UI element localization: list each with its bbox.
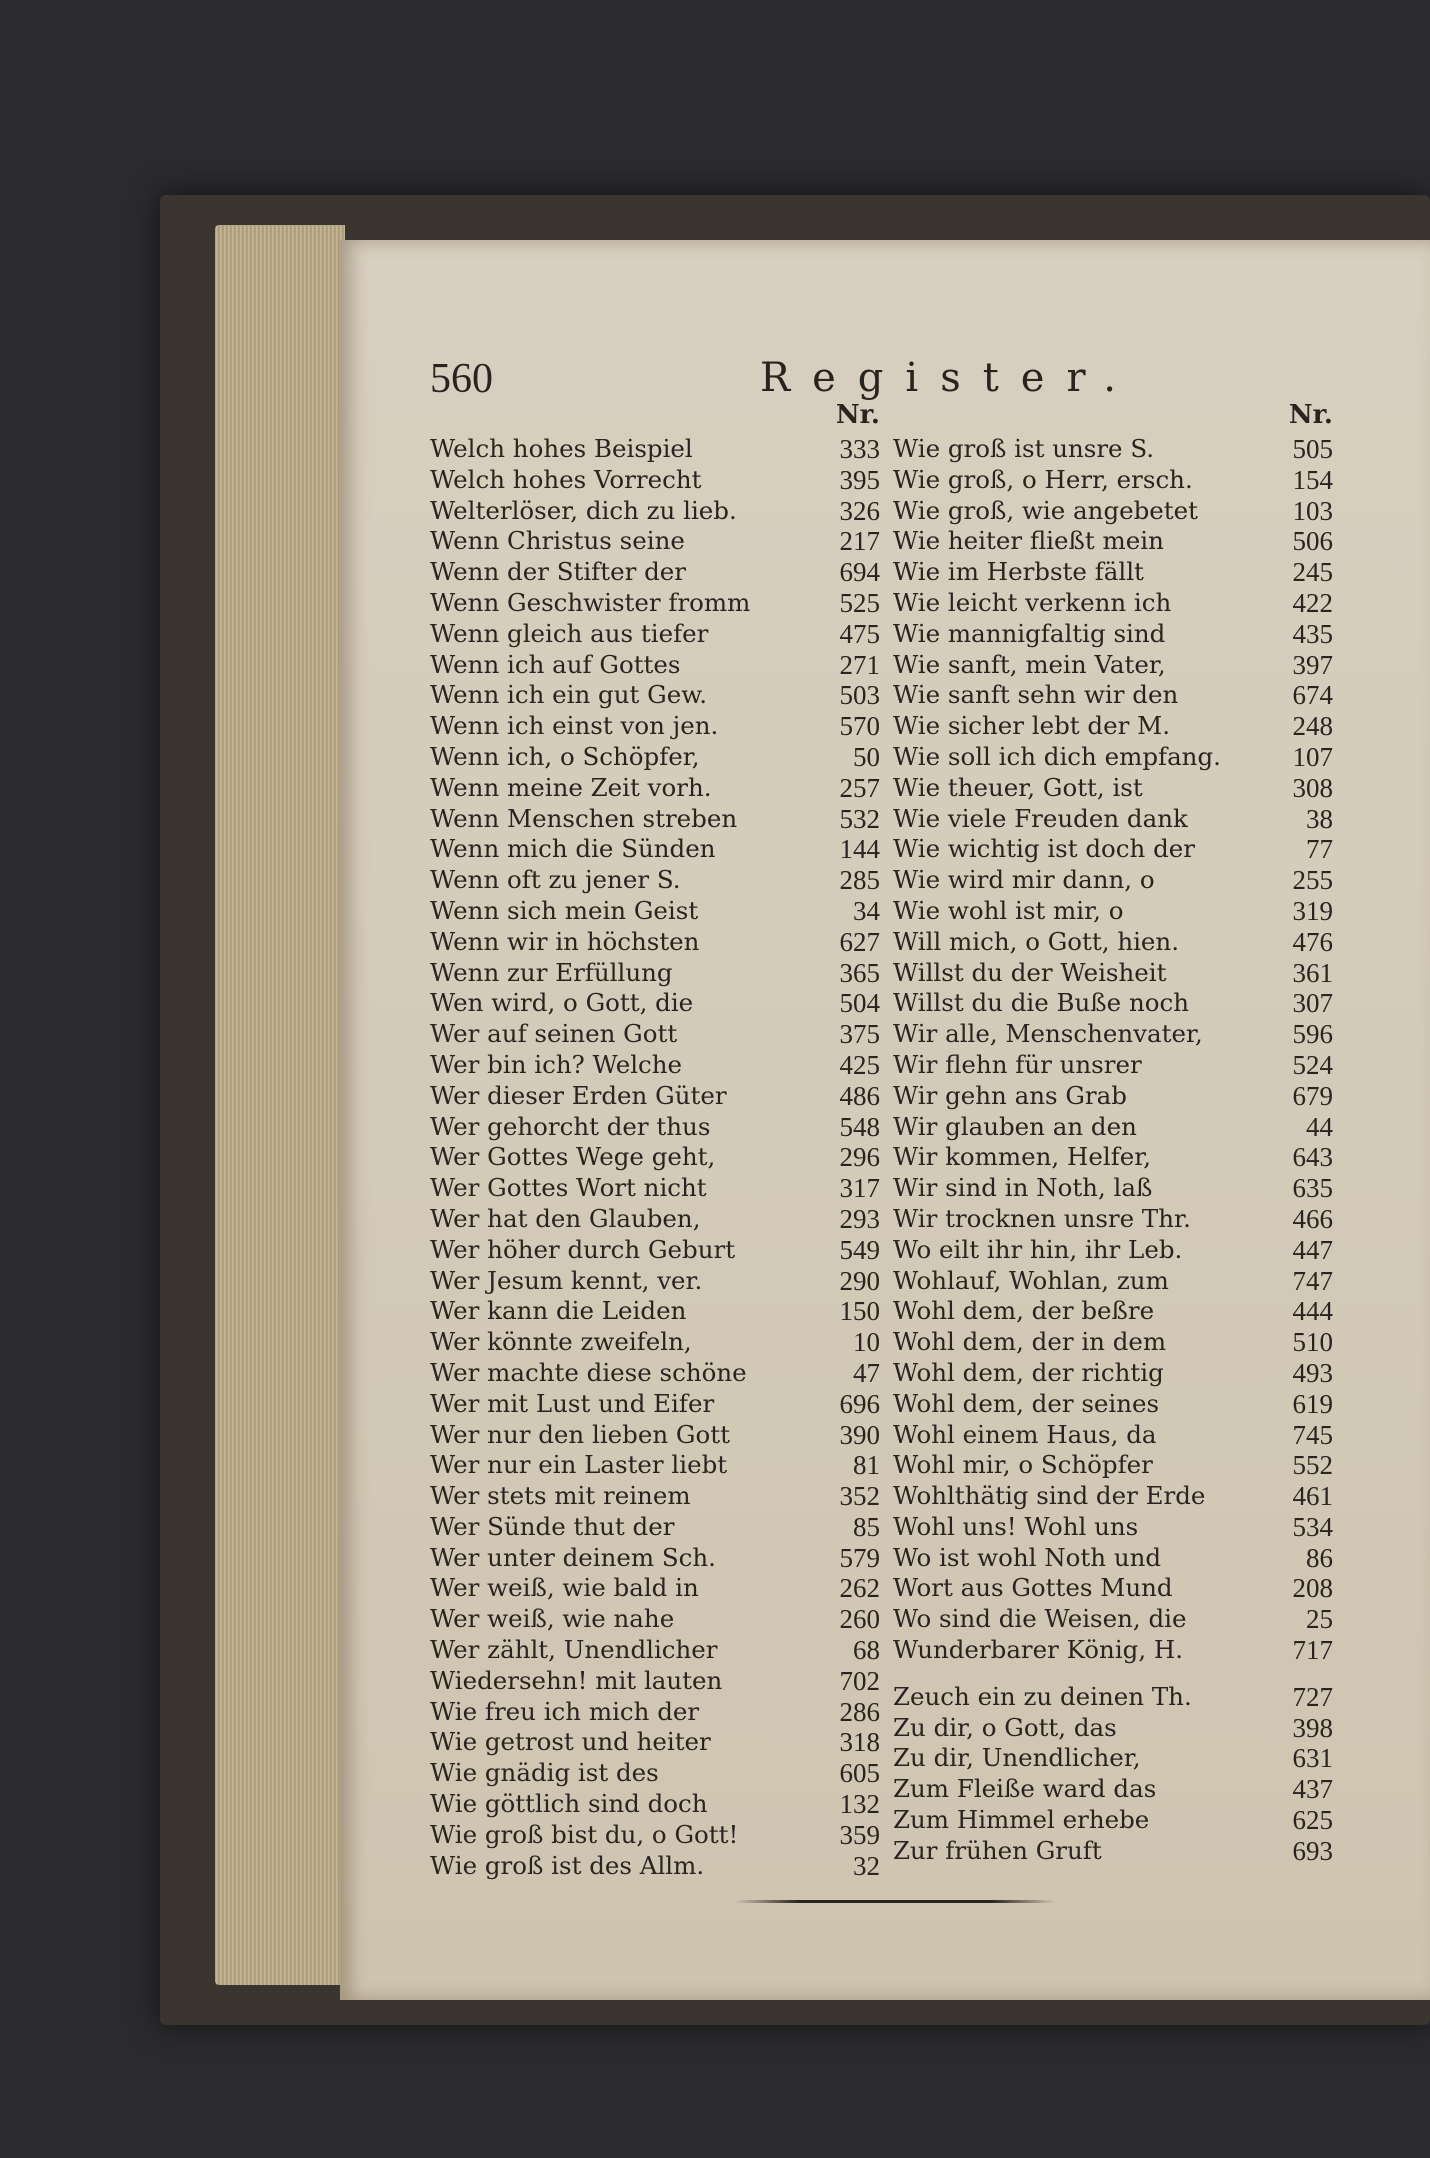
closing-rule: [735, 1900, 1055, 1903]
entry-number: 493: [1292, 1357, 1333, 1388]
index-entry: [893, 588, 1333, 619]
entry-title: Wir sind in Noth, laß: [893, 1173, 1153, 1203]
entry-number: 510: [1292, 1327, 1333, 1358]
nr-label: Nr.: [835, 400, 880, 430]
entry-title: Wohl dem, der richtig: [893, 1357, 1164, 1387]
entry-number: 422: [1292, 587, 1333, 618]
index-entry: [430, 1266, 880, 1297]
entry-number: 476: [1292, 926, 1333, 957]
entry-number: 390: [839, 1419, 880, 1450]
entry-number: 77: [1306, 834, 1333, 865]
entry-number: 635: [1292, 1173, 1333, 1204]
entry-title: Wer bin ich? Welche: [430, 1049, 683, 1079]
index-entry: [893, 1081, 1333, 1112]
index-entry: [893, 834, 1333, 865]
entry-title: Wenn wir in höchsten: [430, 926, 700, 956]
entry-number: 425: [839, 1049, 880, 1080]
index-entry: [893, 896, 1333, 927]
section-gap: [893, 1666, 1333, 1682]
entry-title: Wohl dem, der in dem: [893, 1327, 1167, 1357]
index-entry: [893, 1420, 1333, 1451]
index-entry: [430, 1296, 880, 1327]
entry-title: Zum Fleiße ward das: [893, 1774, 1157, 1804]
entry-title: Wer weiß, wie bald in: [430, 1573, 699, 1603]
entry-title: Wer unter deinem Sch.: [430, 1542, 716, 1572]
entry-title: Wir gehn ans Grab: [893, 1080, 1127, 1110]
index-entry: [430, 1327, 880, 1358]
index-entry: [430, 1204, 880, 1235]
entry-title: Wer könnte zweifeln,: [430, 1327, 692, 1357]
entry-title: Wohl einem Haus, da: [893, 1419, 1157, 1449]
index-entry: [893, 680, 1333, 711]
entry-title: Wenn oft zu jener S.: [430, 865, 681, 895]
index-entry: [430, 1081, 880, 1112]
entry-title: Wer mit Lust und Eifer: [430, 1388, 715, 1418]
entry-title: Wir trocknen unsre Thr.: [893, 1203, 1191, 1233]
entry-number: 333: [839, 434, 880, 464]
entry-title: Wir glauben an den: [893, 1111, 1137, 1141]
entry-number: 248: [1292, 711, 1333, 742]
entry-number: 437: [1292, 1774, 1333, 1805]
index-entry: [430, 1481, 880, 1512]
entry-title: Zum Himmel erhebe: [893, 1805, 1150, 1835]
index-entry: [893, 1713, 1333, 1744]
entry-title: Wer hat den Glauben,: [430, 1203, 701, 1233]
entry-number: 32: [853, 1850, 880, 1881]
index-entry: [893, 958, 1333, 989]
entry-number: 395: [839, 464, 880, 495]
entry-number: 318: [839, 1727, 880, 1758]
index-entry: [893, 1682, 1333, 1713]
entry-number: 747: [1292, 1265, 1333, 1296]
entry-number: 625: [1292, 1805, 1333, 1836]
index-entry: [430, 927, 880, 958]
index-entry: [430, 958, 880, 989]
index-entry: [430, 1789, 880, 1820]
index-entry: [430, 773, 880, 804]
entry-number: 25: [1306, 1604, 1333, 1635]
entry-number: 605: [839, 1758, 880, 1789]
entry-title: Will mich, o Gott, hien.: [893, 926, 1179, 956]
index-entry: [893, 1296, 1333, 1327]
entry-title: Wenn ich einst von jen.: [430, 711, 719, 741]
entry-title: Wer höher durch Geburt: [430, 1234, 736, 1264]
entry-number: 361: [1292, 957, 1333, 988]
index-entry: [893, 1543, 1333, 1574]
index-entry: [893, 465, 1333, 496]
entry-number: 549: [839, 1234, 880, 1265]
entry-number: 694: [839, 557, 880, 588]
index-entry: [430, 1512, 880, 1543]
entry-title: Wer nur den lieben Gott: [430, 1419, 730, 1449]
index-entry: [430, 588, 880, 619]
entry-number: 596: [1292, 1019, 1333, 1050]
index-entry: [893, 1327, 1333, 1358]
book-page: [340, 240, 1430, 2000]
index-entry: [893, 804, 1333, 835]
index-entry: [430, 434, 880, 465]
index-entry: [430, 496, 880, 527]
index-entry: [893, 1112, 1333, 1143]
index-entry: [430, 1173, 880, 1204]
entry-title: Wenn gleich aus tiefer: [430, 618, 709, 648]
index-entry: [893, 1604, 1333, 1635]
entry-title: Wo eilt ihr hin, ihr Leb.: [893, 1234, 1183, 1264]
entry-number: 68: [853, 1635, 880, 1666]
index-entry: [893, 1389, 1333, 1420]
index-entry: [430, 1697, 880, 1728]
page-title: Register.: [760, 355, 1138, 401]
index-entry: [430, 650, 880, 681]
entry-title: Wir flehn für unsrer: [893, 1049, 1142, 1079]
entry-title: Zu dir, Unendlicher,: [893, 1743, 1141, 1773]
entry-number: 532: [839, 803, 880, 834]
entry-number: 34: [853, 895, 880, 926]
entry-title: Willst du die Buße noch: [893, 988, 1189, 1018]
entry-title: Willst du der Weisheit: [893, 957, 1167, 987]
entry-number: 435: [1292, 618, 1333, 649]
entry-title: Wenn ich auf Gottes: [430, 649, 681, 679]
index-entry: [893, 1573, 1333, 1604]
index-entry: [430, 804, 880, 835]
entry-number: 643: [1292, 1142, 1333, 1173]
index-entry: [893, 1743, 1333, 1774]
index-entry: [893, 1836, 1333, 1867]
entry-title: Wie viele Freuden dank: [893, 803, 1188, 833]
index-entry: [893, 1204, 1333, 1235]
entry-number: 103: [1292, 495, 1333, 526]
index-entry: [430, 1235, 880, 1266]
entry-title: Welch hohes Vorrecht: [430, 464, 702, 494]
entry-title: Wer stets mit reinem: [430, 1481, 691, 1511]
index-entry: [893, 1635, 1333, 1666]
entry-number: 674: [1292, 680, 1333, 711]
entry-number: 359: [839, 1819, 880, 1850]
page-edges: [215, 225, 345, 1985]
entry-title: Wie theuer, Gott, ist: [893, 772, 1143, 802]
entry-title: Wenn ich ein gut Gew.: [430, 680, 708, 710]
entry-number: 461: [1292, 1481, 1333, 1512]
entry-title: Wenn ich, o Schöpfer,: [430, 741, 700, 771]
entry-number: 397: [1292, 649, 1333, 680]
entry-number: 47: [853, 1357, 880, 1388]
entry-number: 317: [839, 1173, 880, 1204]
entry-title: Wie leicht verkenn ich: [893, 587, 1172, 617]
entry-title: Wiedersehn! mit lauten: [430, 1665, 723, 1695]
entry-title: Wie sanft sehn wir den: [893, 680, 1179, 710]
entry-title: Wenn mich die Sünden: [430, 834, 716, 864]
entry-number: 524: [1292, 1049, 1333, 1080]
entry-title: Wie mannigfaltig sind: [893, 618, 1166, 648]
entry-number: 702: [839, 1665, 880, 1696]
entry-number: 525: [839, 587, 880, 618]
index-entry: [893, 742, 1333, 773]
entry-title: Wie gnädig ist des: [430, 1758, 659, 1788]
index-entry: [893, 1774, 1333, 1805]
index-entry: [430, 1635, 880, 1666]
entry-title: Zeuch ein zu deinen Th.: [893, 1681, 1192, 1711]
entry-title: Wohlauf, Wohlan, zum: [893, 1265, 1169, 1295]
entry-title: Wie heiter fließt mein: [893, 526, 1164, 556]
index-entry: [430, 1450, 880, 1481]
entry-number: 619: [1292, 1388, 1333, 1419]
entry-number: 285: [839, 865, 880, 896]
entry-number: 286: [839, 1696, 880, 1727]
entry-title: Wer dieser Erden Güter: [430, 1080, 727, 1110]
entry-number: 10: [853, 1327, 880, 1358]
index-entry: [430, 988, 880, 1019]
index-entry: [893, 1235, 1333, 1266]
entry-number: 326: [839, 495, 880, 526]
index-entry: [430, 526, 880, 557]
entry-number: 81: [853, 1450, 880, 1481]
entry-title: Wie groß ist des Allm.: [430, 1850, 705, 1880]
entry-title: Wer gehorcht der thus: [430, 1111, 711, 1141]
entry-number: 570: [839, 711, 880, 742]
entry-title: Wie göttlich sind doch: [430, 1789, 708, 1819]
index-entry: [893, 1481, 1333, 1512]
entry-number: 506: [1292, 526, 1333, 557]
entry-title: Wer kann die Leiden: [430, 1296, 687, 1326]
entry-number: 475: [839, 618, 880, 649]
entry-number: 447: [1292, 1234, 1333, 1265]
entry-number: 107: [1292, 741, 1333, 772]
index-entry: [893, 619, 1333, 650]
entry-title: Wenn Menschen streben: [430, 803, 738, 833]
entry-number: 290: [839, 1265, 880, 1296]
entry-title: Wen wird, o Gott, die: [430, 988, 694, 1018]
entry-number: 255: [1292, 865, 1333, 896]
entry-title: Wohl uns! Wohl uns: [893, 1511, 1139, 1541]
entry-title: Wie im Herbste fällt: [893, 557, 1144, 587]
entry-number: 398: [1292, 1712, 1333, 1743]
index-entry: [430, 896, 880, 927]
index-entry: [893, 927, 1333, 958]
entry-title: Wie groß bist du, o Gott!: [430, 1819, 739, 1849]
entry-number: 150: [839, 1296, 880, 1327]
entry-number: 466: [1292, 1203, 1333, 1234]
entry-title: Wie groß ist unsre S.: [893, 434, 1155, 463]
entry-title: Wie wird mir dann, o: [893, 865, 1155, 895]
entry-title: Zur frühen Gruft: [893, 1835, 1102, 1865]
index-entry: [893, 1358, 1333, 1389]
entry-title: Wie getrost und heiter: [430, 1727, 711, 1757]
index-entry: [430, 1758, 880, 1789]
index-entry: [430, 742, 880, 773]
index-entry: [430, 1389, 880, 1420]
index-entry: [430, 557, 880, 588]
index-entry: [430, 1851, 880, 1882]
entry-title: Wer nur ein Laster liebt: [430, 1450, 728, 1480]
entry-number: 352: [839, 1481, 880, 1512]
entry-title: Wer Sünde thut der: [430, 1511, 675, 1541]
index-entry: [893, 1142, 1333, 1173]
entry-number: 365: [839, 957, 880, 988]
index-entry: [430, 680, 880, 711]
entry-number: 271: [839, 649, 880, 680]
entry-number: 503: [839, 680, 880, 711]
entry-number: 679: [1292, 1080, 1333, 1111]
entry-number: 444: [1292, 1296, 1333, 1327]
entry-number: 505: [1292, 434, 1333, 464]
entry-number: 717: [1292, 1635, 1333, 1666]
index-entry: [893, 1512, 1333, 1543]
entry-title: Wohl dem, der beßre: [893, 1296, 1155, 1326]
index-entry: [430, 1573, 880, 1604]
entry-title: Wenn Christus seine: [430, 526, 685, 556]
index-entry: [430, 1820, 880, 1851]
entry-number: 375: [839, 1019, 880, 1050]
index-entry: [430, 465, 880, 496]
index-entry: [430, 1420, 880, 1451]
entry-number: 38: [1306, 803, 1333, 834]
index-entry: [430, 1543, 880, 1574]
entry-title: Wenn der Stifter der: [430, 557, 686, 587]
nr-label: Nr.: [1288, 400, 1333, 430]
entry-title: Wie sanft, mein Vater,: [893, 649, 1166, 679]
entry-title: Wie sicher lebt der M.: [893, 711, 1170, 741]
index-entry: [430, 619, 880, 650]
entry-number: 257: [839, 772, 880, 803]
entry-title: Wohl dem, der seines: [893, 1388, 1160, 1418]
entry-title: Wohl mir, o Schöpfer: [893, 1450, 1153, 1480]
entry-title: Welterlöser, dich zu lieb.: [430, 495, 737, 525]
entry-number: 296: [839, 1142, 880, 1173]
entry-number: 486: [839, 1080, 880, 1111]
entry-number: 44: [1306, 1111, 1333, 1142]
entry-number: 293: [839, 1203, 880, 1234]
entry-title: Wie groß, wie angebetet: [893, 495, 1198, 525]
index-entry: [893, 1805, 1333, 1836]
entry-title: Wie wohl ist mir, o: [893, 895, 1124, 925]
index-entry: [893, 496, 1333, 527]
entry-title: Welch hohes Beispiel: [430, 434, 693, 463]
entry-number: 260: [839, 1604, 880, 1635]
entry-number: 307: [1292, 988, 1333, 1019]
index-entry: [893, 1266, 1333, 1297]
right-column: [893, 400, 1333, 1867]
entry-number: 552: [1292, 1450, 1333, 1481]
entry-title: Wie soll ich dich empfang.: [893, 741, 1221, 771]
entry-title: Wie wichtig ist doch der: [893, 834, 1195, 864]
index-entry: [893, 650, 1333, 681]
entry-title: Zu dir, o Gott, das: [893, 1712, 1117, 1742]
entry-title: Wenn Geschwister fromm: [430, 587, 751, 617]
entry-title: Wenn meine Zeit vorh.: [430, 772, 712, 802]
entry-title: Wo ist wohl Noth und: [893, 1542, 1162, 1572]
entry-number: 548: [839, 1111, 880, 1142]
entry-title: Wie groß, o Herr, ersch.: [893, 464, 1193, 494]
entry-title: Wie freu ich mich der: [430, 1696, 700, 1726]
index-entry: [893, 557, 1333, 588]
index-entry: [893, 711, 1333, 742]
entry-number: 727: [1292, 1681, 1333, 1712]
entry-title: Wir alle, Menschenvater,: [893, 1019, 1203, 1049]
index-entry: [893, 434, 1333, 465]
entry-number: 245: [1292, 557, 1333, 588]
entry-number: 504: [839, 988, 880, 1019]
index-entry: [893, 1019, 1333, 1050]
index-entry: [893, 1450, 1333, 1481]
entry-title: Wohlthätig sind der Erde: [893, 1481, 1206, 1511]
entry-title: Wer Gottes Wege geht,: [430, 1142, 716, 1172]
entry-number: 50: [853, 741, 880, 772]
index-entry: [430, 1112, 880, 1143]
index-entry: [430, 1604, 880, 1635]
entry-number: 208: [1292, 1573, 1333, 1604]
entry-number: 696: [839, 1388, 880, 1419]
entry-number: 86: [1306, 1542, 1333, 1573]
entry-title: Wort aus Gottes Mund: [893, 1573, 1173, 1603]
entry-number: 132: [839, 1789, 880, 1820]
entry-number: 85: [853, 1511, 880, 1542]
entry-number: 144: [839, 834, 880, 865]
entry-number: 693: [1292, 1835, 1333, 1866]
index-entry: [430, 1050, 880, 1081]
index-entry: [893, 526, 1333, 557]
index-entry: [430, 1666, 880, 1697]
index-entry: [430, 1358, 880, 1389]
entry-title: Wer weiß, wie nahe: [430, 1604, 675, 1634]
entry-number: 631: [1292, 1743, 1333, 1774]
entry-number: 579: [839, 1542, 880, 1573]
entry-number: 308: [1292, 772, 1333, 803]
entry-number: 262: [839, 1573, 880, 1604]
index-entry: [430, 1019, 880, 1050]
entry-title: Wer zählt, Unendlicher: [430, 1635, 718, 1665]
entry-title: Wenn sich mein Geist: [430, 895, 699, 925]
entry-title: Wo sind die Weisen, die: [893, 1604, 1187, 1634]
entry-title: Wenn zur Erfüllung: [430, 957, 673, 987]
entry-number: 217: [839, 526, 880, 557]
index-entry: [893, 1050, 1333, 1081]
entry-title: Wer Gottes Wort nicht: [430, 1173, 707, 1203]
left-column-header: [430, 400, 880, 434]
index-entry: [430, 1142, 880, 1173]
entry-number: 627: [839, 926, 880, 957]
entry-number: 534: [1292, 1511, 1333, 1542]
entry-title: Wunderbarer König, H.: [893, 1635, 1184, 1665]
right-column-header: [893, 400, 1333, 434]
entry-number: 154: [1292, 464, 1333, 495]
entry-title: Wer Jesum kennt, ver.: [430, 1265, 703, 1295]
index-entry: [430, 834, 880, 865]
index-entry: [893, 773, 1333, 804]
entry-number: 319: [1292, 895, 1333, 926]
left-column: [430, 400, 880, 1881]
entry-number: 745: [1292, 1419, 1333, 1450]
index-entry: [893, 865, 1333, 896]
entry-title: Wer auf seinen Gott: [430, 1019, 678, 1049]
index-entry: [430, 865, 880, 896]
index-entry: [893, 1173, 1333, 1204]
entry-title: Wer machte diese schöne: [430, 1357, 747, 1387]
index-entry: [430, 711, 880, 742]
entry-title: Wir kommen, Helfer,: [893, 1142, 1152, 1172]
page-number: 560: [430, 356, 493, 402]
index-entry: [893, 988, 1333, 1019]
index-entry: [430, 1727, 880, 1758]
